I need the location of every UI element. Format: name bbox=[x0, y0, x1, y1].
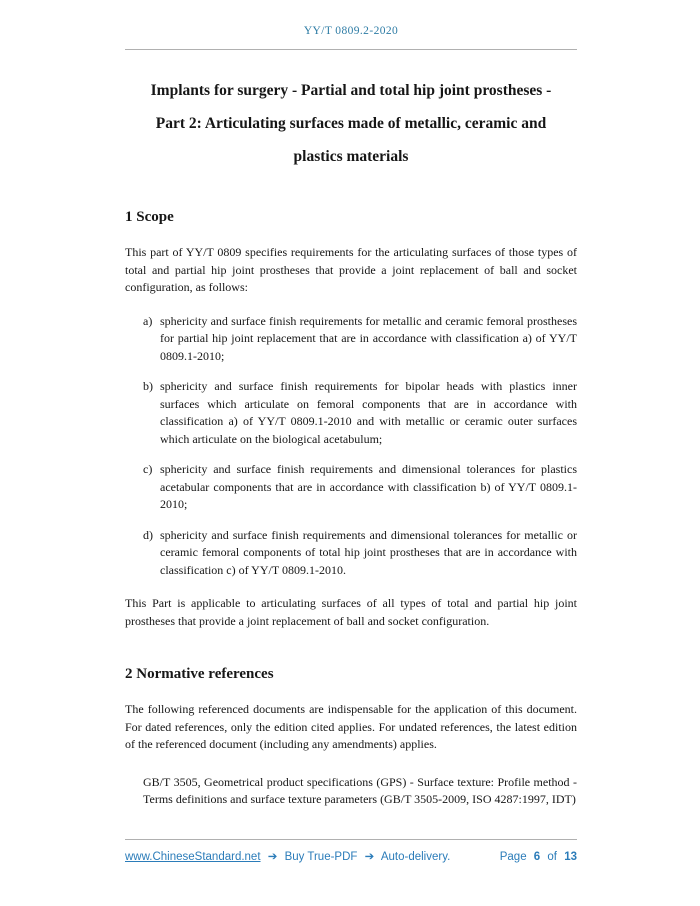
list-item-b bbox=[143, 378, 577, 448]
document-body bbox=[125, 74, 577, 809]
section-heading-normative-references: 2 Normative references bbox=[125, 666, 274, 682]
arrow-right-icon: ➔ bbox=[267, 851, 278, 863]
title-line-2: Part 2: Articulating surfaces made of metallic, ceramic and bbox=[155, 115, 547, 132]
list-item-text: sphericity and surface finish requirements for bipolar heads with plastics inner surfaces which articulate on femoral components that are in accordance with classification a) of YY/T 0809.1-2010 and with metallic or ceramic outer surfaces which articulate on the biological acetabulum; bbox=[160, 379, 577, 446]
page-total-number: 13 bbox=[564, 851, 577, 863]
document-title bbox=[125, 74, 577, 173]
scope-outro-paragraph: This Part is applicable to articulating surfaces of all types of total and partial hip joint prostheses that provide a joint replacement of ball and socket configuration. bbox=[125, 596, 577, 628]
footer-promo bbox=[125, 849, 454, 863]
scope-list bbox=[143, 313, 577, 580]
scope-intro-paragraph: This part of YY/T 0809 specifies requirements for the articulating surfaces of those types of total and partial hip joint prostheses that provide a joint replacement of ball and socket configuration, as follows: bbox=[125, 245, 577, 294]
buy-pdf-text: Buy True-PDF bbox=[284, 851, 358, 863]
website-link[interactable]: www.ChineseStandard.net bbox=[125, 851, 261, 863]
list-item-text: sphericity and surface finish requirements for metallic and ceramic femoral prostheses for partial hip joint replacement that are in accordance with classification a) of YY/T 0809.1-2010; bbox=[160, 313, 577, 363]
list-item-a bbox=[143, 313, 577, 366]
page-label: Page bbox=[499, 851, 527, 863]
page-header bbox=[125, 0, 577, 50]
auto-delivery-text: Auto-delivery. bbox=[380, 851, 451, 863]
title-line-1: Implants for surgery - Partial and total hip joint prostheses - bbox=[150, 82, 552, 99]
doc-number: YY/T 0809.2-2020 bbox=[303, 25, 399, 37]
list-item-c bbox=[143, 461, 577, 514]
list-item-d bbox=[143, 527, 577, 580]
section-heading-scope: 1 Scope bbox=[125, 209, 174, 225]
page-footer bbox=[125, 839, 577, 863]
list-item-label: c) bbox=[143, 462, 153, 476]
normative-reference-entry: GB/T 3505, Geometrical product specifications (GPS) - Surface texture: Profile method - Terms definitions and surface texture parameters (GB/T 3505-2009, ISO 4287:1997, IDT) bbox=[143, 774, 577, 806]
page-current-number: 6 bbox=[533, 851, 541, 863]
list-item-label: a) bbox=[143, 313, 153, 328]
list-item-label: d) bbox=[143, 527, 153, 542]
title-line-3: plastics materials bbox=[293, 148, 409, 165]
page-indicator bbox=[496, 851, 577, 863]
list-item-label: b) bbox=[143, 379, 153, 393]
normative-intro-paragraph: The following referenced documents are indispensable for the application of this document. For dated references, only the edition cited applies. For undated references, the latest edition of the referenced document (including any amendments) applies. bbox=[125, 702, 577, 751]
list-item-text: sphericity and surface finish requirements and dimensional tolerances for metallic or ceramic femoral components of total hip joint prostheses that are in accordance with classification c) of YY/T 0809.1-2010. bbox=[160, 527, 577, 577]
of-label: of bbox=[547, 851, 557, 863]
list-item-text: sphericity and surface finish requirements and dimensional tolerances for plastics acetabular components that are in accordance with classification b) of YY/T 0809.1-2010; bbox=[160, 462, 577, 511]
arrow-right-icon: ➔ bbox=[364, 851, 375, 863]
